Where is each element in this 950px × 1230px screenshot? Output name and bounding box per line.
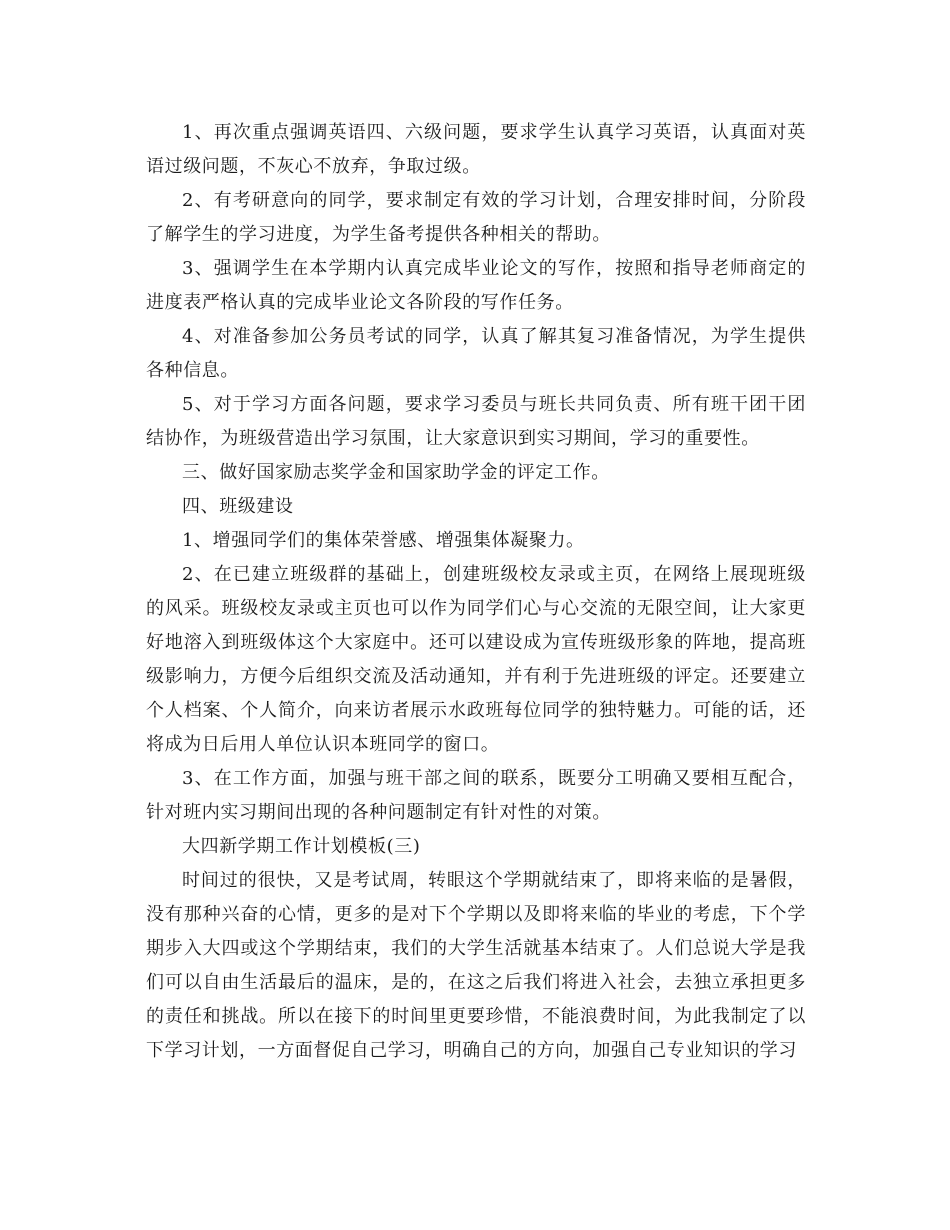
paragraph: 4、对准备参加公务员考试的同学，认真了解其复习准备情况，为学生提供各种信息。: [146, 326, 806, 381]
document-subtitle: 大四新学期工作计划模板(三): [182, 836, 421, 857]
paragraph: 5、对于学习方面各问题，要求学习委员与班长共同负责、所有班干团干团结协作，为班级营造出学习氛围，让大家意识到实习期间，学习的重要性。: [146, 394, 806, 449]
paragraph: 2、在已建立班级群的基础上，创建班级校友录或主页，在网络上展现班级的风采。班级校友录或主页也可以作为同学们心与心交流的无限空间，让大家更好地溶入到班级体这个大家庭中。还可以建设成为宣传班级形象的阵地，提高班级影响力，方便今后组织交流及活动通知，并有利于先进班级的评定。还要建立个人档案、个人简介，向来访者展示水政班每位同学的独特魅力。可能的话，还将成为日后用人单位认识本班同学的窗口。: [146, 564, 806, 755]
paragraph: 时间过的很快，又是考试周，转眼这个学期就结束了，即将来临的是暑假，没有那种兴奋的心情，更多的是对下个学期以及即将来临的毕业的考虑，下个学期步入大四或这个学期结束，我们的大学生活就基本结束了。人们总说大学是我们可以自由生活最后的温床，是的，在这之后我们将进入社会，去独立承担更多的责任和挑战。所以在接下的时间里更要珍惜，不能浪费时间，为此我制定了以下学习计划，一方面督促自己学习，明确自己的方向，加强自己专业知识的学习: [146, 870, 806, 1061]
section-heading: 三、做好国家励志奖学金和国家助学金的评定工作。: [182, 462, 610, 483]
paragraph: 2、有考研意向的同学，要求制定有效的学习计划，合理安排时间，分阶段了解学生的学习进度，为学生备考提供各种相关的帮助。: [146, 190, 806, 245]
paragraph: 1、增强同学们的集体荣誉感、增强集体凝聚力。: [182, 530, 585, 551]
section-heading: 四、班级建设: [182, 496, 294, 517]
paragraph: 1、再次重点强调英语四、六级问题，要求学生认真学习英语，认真面对英语过级问题，不灰心不放弃，争取过级。: [146, 122, 806, 177]
document-body: [146, 116, 806, 1068]
paragraph: 3、在工作方面，加强与班干部之间的联系，既要分工明确又要相互配合，针对班内实习期间出现的各种问题制定有针对性的对策。: [146, 768, 806, 823]
paragraph: 3、强调学生在本学期内认真完成毕业论文的写作，按照和指导老师商定的进度表严格认真的完成毕业论文各阶段的写作任务。: [146, 258, 806, 313]
